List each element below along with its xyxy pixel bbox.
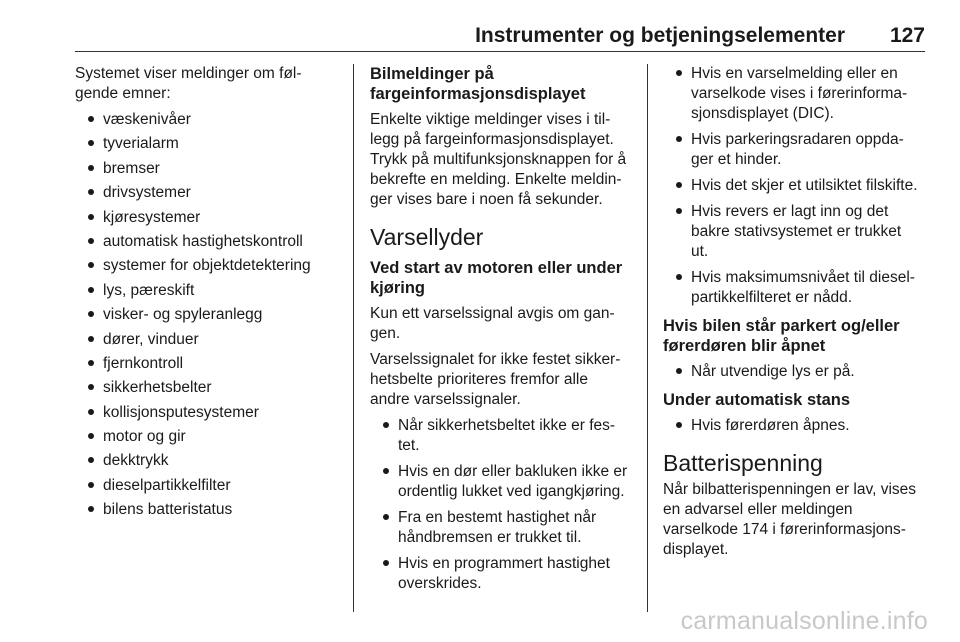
list-item: Når sikkerhetsbeltet ikke er fes- tet. (376, 416, 635, 456)
section-heading: Ved start av motoren eller under kjøring (370, 259, 623, 297)
watermark: carmanualsonline.info (680, 607, 928, 635)
list-item: lys, pæreskift (81, 281, 337, 301)
warning-list (370, 416, 635, 594)
list-item: Hvis en programmert hastighet overskrides. (376, 554, 635, 594)
list-item: dører, vinduer (81, 330, 337, 350)
paragraph: Kun ett varselssignal avgis om gan- gen. (370, 305, 615, 342)
paragraph: Enkelte viktige meldinger vises i til- legg på fargeinformasjonsdisplayet. Trykk på multifunksjonsknappen for å bekrefte en melding. Enkelte meldin- ger vises bare i noen få sekunder. (370, 111, 627, 208)
list-item: bilens batteristatus (81, 500, 337, 520)
page-number: 127 (889, 24, 925, 47)
column-divider-2 (647, 64, 648, 612)
warning-list-continued (663, 64, 928, 308)
list-item: Hvis det skjer et utilsiktet filskifte. (669, 176, 928, 196)
list-item: dieselpartikkelfilter (81, 476, 337, 496)
list-item: sikkerhetsbelter (81, 378, 337, 398)
section-title: Batterispenning (663, 450, 823, 476)
column-1 (75, 64, 337, 525)
section-title: Varsellyder (370, 224, 484, 250)
list-item: bremser (81, 159, 337, 179)
list-item: fjernkontroll (81, 354, 337, 374)
list-item: motor og gir (81, 427, 337, 447)
list-item: visker- og spyleranlegg (81, 305, 337, 325)
paragraph: Når bilbatterispenningen er lav, vises en advarsel eller meldingen varselkode 174 i førerinformasjons- displayet. (663, 481, 917, 558)
list-item: automatisk hastighetskontroll (81, 232, 337, 252)
section-heading: Bilmeldinger på fargeinformasjonsdisplayet (370, 65, 586, 103)
list-item: kollisjonsputesystemer (81, 403, 337, 423)
auto-stop-list (663, 416, 928, 436)
list-item: tyverialarm (81, 134, 337, 154)
list-item: Hvis parkeringsradaren oppda- ger et hinder. (669, 130, 928, 170)
intro-paragraph: Systemet viser meldinger om føl- gende emner: (75, 65, 302, 102)
list-item: væskenivåer (81, 110, 337, 130)
list-item: drivsystemer (81, 183, 337, 203)
list-item: Når utvendige lys er på. (669, 362, 928, 382)
list-item: Hvis førerdøren åpnes. (669, 416, 928, 436)
list-item: Hvis en dør eller bakluken ikke er ordentlig lukket ved igangkjøring. (376, 462, 635, 502)
list-item: kjøresystemer (81, 208, 337, 228)
list-item: dekktrykk (81, 451, 337, 471)
paragraph: Varselssignalet for ikke festet sikker- hetsbelte prioriteres fremfor alle andre varselssignaler. (370, 351, 621, 408)
column-3 (663, 64, 928, 566)
parked-list (663, 362, 928, 382)
list-item: Fra en bestemt hastighet når håndbremsen er trukket til. (376, 508, 635, 548)
section-heading: Hvis bilen står parkert og/eller førerdøren blir åpnet (663, 317, 900, 355)
column-divider-1 (353, 64, 354, 612)
section-heading: Under automatisk stans (663, 391, 851, 409)
list-item: Hvis maksimumsnivået til diesel- partikkelfilteret er nådd. (669, 268, 928, 308)
list-item: Hvis revers er lagt inn og det bakre stativsystemet er trukket ut. (669, 202, 928, 262)
column-2 (370, 64, 635, 600)
list-item: Hvis en varselmelding eller en varselkode vises i førerinforma- sjonsdisplayet (DIC). (669, 64, 928, 124)
page-title: Instrumenter og betjeningselementer (475, 24, 845, 47)
list-item: systemer for objektdetektering (81, 256, 337, 276)
topic-list (75, 110, 337, 520)
page-header (75, 0, 925, 52)
